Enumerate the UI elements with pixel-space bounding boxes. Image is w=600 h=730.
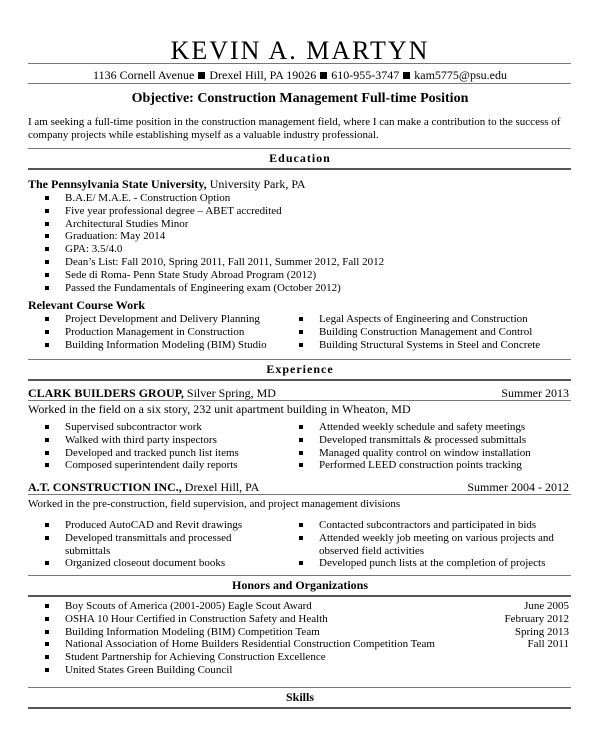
- list-item: Developed transmittals and processed submittals: [28, 532, 273, 558]
- divider: [28, 379, 571, 381]
- list-item: Building Information Modeling (BIM) Competition Team Spring 2013: [28, 626, 571, 639]
- divider: [28, 168, 571, 170]
- job-date: Summer 2013: [501, 386, 569, 400]
- list-item: Produced AutoCAD and Revit drawings: [28, 519, 273, 532]
- coursework-right: [282, 313, 582, 351]
- list-item: Composed superintendent daily reports: [28, 459, 298, 472]
- square-bullet-icon: [403, 72, 410, 79]
- list-item: Developed transmittals & processed submittals: [282, 434, 582, 447]
- job1-right-list: [282, 421, 582, 472]
- company-name: CLARK BUILDERS GROUP,: [28, 386, 184, 400]
- divider: [28, 63, 571, 64]
- job-description: Worked in the pre-construction, field supervision, and project management divisions: [28, 498, 401, 510]
- list-item: Legal Aspects of Engineering and Construction: [282, 313, 582, 326]
- list-item: Developed and tracked punch list items: [28, 447, 298, 460]
- list-item: Walked with third party inspectors: [28, 434, 298, 447]
- school-line: [28, 177, 306, 191]
- job2-left-list: [28, 519, 273, 570]
- candidate-name: KEVIN A. MARTYN: [170, 36, 430, 65]
- company-location: Drexel Hill, PA: [181, 480, 260, 494]
- list-item: Sede di Roma- Penn State Study Abroad Program (2012): [28, 269, 568, 282]
- honor-date: February 2012: [504, 612, 569, 625]
- list-item: National Association of Home Builders Residential Construction Competition Team Fall 2011: [28, 638, 571, 651]
- address: 1136 Cornell Avenue: [93, 68, 195, 82]
- job-header: [28, 480, 571, 494]
- objective-title: Objective: Construction Management Full-time Position: [131, 91, 469, 106]
- honor-date: Spring 2013: [514, 625, 569, 638]
- list-item: Building Construction Management and Control: [282, 326, 582, 339]
- list-item: Attended weekly job meeting on various projects and observed field activities: [282, 532, 577, 558]
- list-item: Five year professional degree – ABET accredited: [28, 205, 568, 218]
- divider: [28, 494, 571, 495]
- honors-heading: Honors and Organizations: [231, 578, 369, 592]
- list-item: Passed the Fundamentals of Engineering exam (October 2012): [28, 282, 568, 295]
- contact-line: [0, 68, 600, 83]
- email-link[interactable]: kam5775@psu.edu: [414, 68, 507, 82]
- experience-heading: Experience: [266, 362, 334, 376]
- school-name: The Pennsylvania State University,: [28, 177, 207, 191]
- honor-date: June 2005: [524, 600, 569, 612]
- list-item: Architectural Studies Minor: [28, 218, 568, 231]
- skills-heading: Skills: [285, 690, 315, 704]
- list-item: Boy Scouts of America (2001-2005) Eagle Scout Award June 2005: [28, 600, 571, 613]
- divider: [28, 707, 571, 709]
- list-item: Supervised subcontractor work: [28, 421, 298, 434]
- list-item: Graduation: May 2014: [28, 230, 568, 243]
- list-item: GPA: 3.5/4.0: [28, 243, 568, 256]
- honors-list: [28, 600, 571, 677]
- company-name: A.T. CONSTRUCTION INC.,: [28, 480, 182, 494]
- list-item: Building Structural Systems in Steel and Concrete: [282, 339, 582, 352]
- divider: [28, 687, 571, 688]
- list-item: B.A.E/ M.A.E. - Construction Option: [28, 192, 568, 205]
- job2-right-list: [282, 519, 577, 570]
- education-list: [28, 192, 568, 294]
- list-item: Project Development and Delivery Planning: [28, 313, 298, 326]
- city: Drexel Hill, PA 19026: [209, 68, 317, 82]
- list-item: Production Management in Construction: [28, 326, 298, 339]
- list-item: Dean’s List: Fall 2010, Spring 2011, Fall 2011, Summer 2012, Fall 2012: [28, 256, 568, 269]
- phone: 610-955-3747: [331, 68, 400, 82]
- divider: [28, 359, 571, 360]
- list-item: Developed punch lists at the completion of projects: [282, 557, 577, 570]
- coursework-heading: Relevant Course Work: [28, 298, 146, 312]
- divider: [28, 148, 571, 149]
- divider: [28, 595, 571, 597]
- list-item: United States Green Building Council: [28, 664, 571, 677]
- list-item: OSHA 10 Hour Certified in Construction Safety and Health February 2012: [28, 613, 571, 626]
- list-item: Building Information Modeling (BIM) Studio: [28, 339, 298, 352]
- company-location: Silver Spring, MD: [183, 386, 276, 400]
- divider: [28, 400, 571, 401]
- job1-left-list: [28, 421, 298, 472]
- list-item: Organized closeout document books: [28, 557, 273, 570]
- square-bullet-icon: [320, 72, 327, 79]
- coursework-left: [28, 313, 298, 351]
- square-bullet-icon: [198, 72, 205, 79]
- list-item: Managed quality control on window installation: [282, 447, 582, 460]
- list-item: Attended weekly schedule and safety meetings: [282, 421, 582, 434]
- honor-date: Fall 2011: [527, 638, 569, 651]
- job-header: [28, 386, 571, 400]
- list-item: Performed LEED construction points tracking: [282, 459, 582, 472]
- list-item: Contacted subcontractors and participated in bids: [282, 519, 577, 532]
- objective-text: I am seeking a full-time position in the construction management field, where I can make a contribution to the success of company projects while establishing myself as a valuable industry professional.: [28, 116, 561, 141]
- education-heading: Education: [269, 151, 331, 165]
- divider: [28, 575, 571, 576]
- school-location: University Park, PA: [206, 177, 306, 191]
- list-item: Student Partnership for Achieving Construction Excellence: [28, 651, 571, 664]
- job-description: Worked in the field on a six story, 232 unit apartment building in Wheaton, MD: [28, 402, 411, 416]
- divider: [28, 83, 571, 84]
- job-date: Summer 2004 - 2012: [467, 480, 569, 494]
